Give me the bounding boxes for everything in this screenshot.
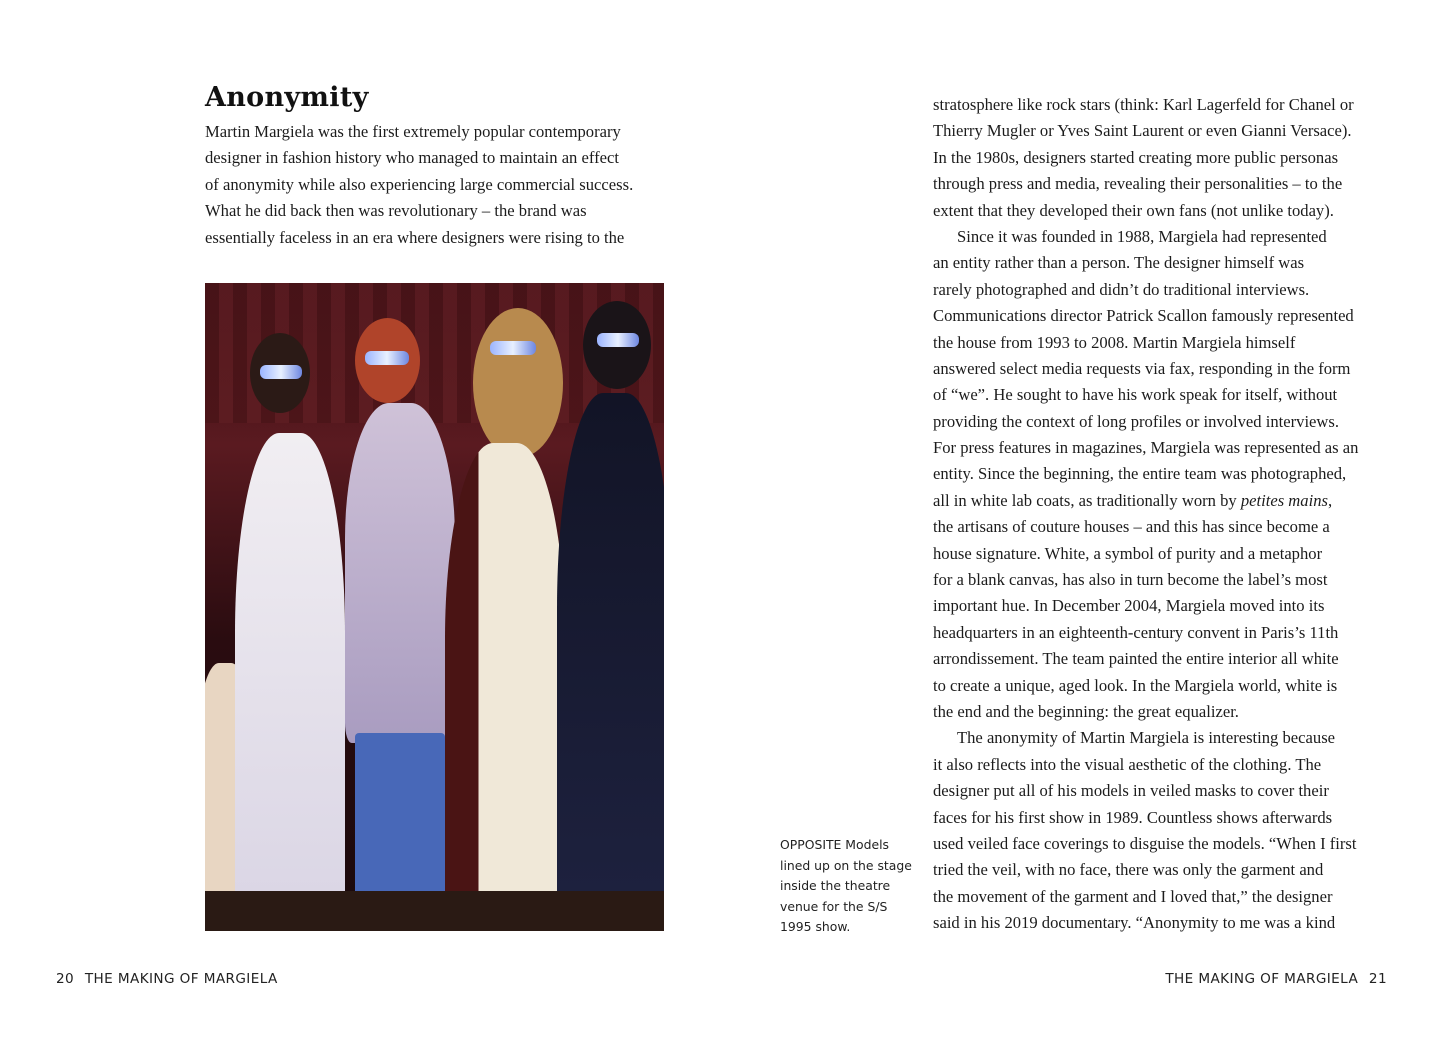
text-line: designer in fashion history who managed to maintain an effect bbox=[205, 148, 619, 168]
running-title: THE MAKING OF MARGIELA bbox=[84, 971, 278, 987]
text-line: it also reflects into the visual aesthetic of the clothing. The bbox=[933, 754, 1322, 774]
caption-line: inside the theatre bbox=[780, 878, 891, 893]
text-line: rarely photographed and didn’t do traditional interviews. bbox=[933, 279, 1310, 299]
model-figure bbox=[345, 403, 455, 743]
model-head bbox=[473, 308, 563, 458]
text-line: the artisans of couture houses – and this has since become a bbox=[933, 517, 1330, 537]
text-line: providing the context of long profiles or involved interviews. bbox=[933, 411, 1340, 431]
veil-mask bbox=[597, 333, 639, 347]
left-body-text bbox=[205, 119, 675, 251]
caption-line: venue for the S/S bbox=[780, 898, 888, 914]
text-line: said in his 2019 documentary. “Anonymity to me was a kind bbox=[933, 913, 1336, 933]
page-number: 20 bbox=[56, 971, 75, 987]
model-figure bbox=[235, 433, 345, 931]
text-line: The anonymity of Martin Margiela is interesting because bbox=[957, 728, 1336, 748]
text-line: all in white lab coats, as traditionally worn by petites mains, bbox=[933, 490, 1333, 510]
text-line: of “we”. He sought to have his work speak for itself, without bbox=[933, 385, 1338, 405]
caption-line: OPPOSITE Models bbox=[780, 837, 889, 852]
text-line: extent that they developed their own fans (not unlike today). bbox=[933, 200, 1334, 220]
text-line: entity. Since the beginning, the entire team was photographed, bbox=[933, 464, 1347, 484]
text-line: In the 1980s, designers started creating more public personas bbox=[933, 147, 1339, 167]
text-line: Thierry Mugler or Yves Saint Laurent or even Gianni Versace). bbox=[933, 121, 1352, 141]
text-line: the house from 1993 to 2008. Martin Margiela himself bbox=[933, 332, 1296, 352]
text-line: stratosphere like rock stars (think: Karl Lagerfeld for Chanel or bbox=[933, 95, 1354, 114]
right-page bbox=[722, 0, 1444, 1040]
italic-term: petites mains bbox=[1240, 490, 1328, 510]
text-line: the movement of the garment and I loved that,” the designer bbox=[933, 886, 1333, 906]
text-line: Communications director Patrick Scallon famously represented bbox=[933, 306, 1354, 326]
text-line: an entity rather than a person. The designer himself was bbox=[933, 253, 1305, 273]
folio-right bbox=[1162, 971, 1390, 987]
veil-mask bbox=[260, 365, 302, 379]
text-line: the end and the beginning: the great equalizer. bbox=[933, 701, 1239, 721]
model-figure bbox=[445, 443, 565, 931]
text-line: designer put all of his models in veiled masks to cover their bbox=[933, 781, 1329, 801]
model-figure bbox=[557, 393, 664, 931]
text-line: tried the veil, with no face, there was only the garment and bbox=[933, 860, 1324, 880]
text-line: Martin Margiela was the first extremely popular contemporary bbox=[205, 122, 621, 141]
section-heading: Anonymity bbox=[205, 82, 369, 113]
text-line: headquarters in an eighteenth-century convent in Paris’s 11th bbox=[933, 622, 1339, 642]
text-line: faces for his first show in 1989. Countless shows afterwards bbox=[933, 807, 1333, 827]
text-line: house signature. White, a symbol of purity and a metaphor bbox=[933, 543, 1323, 563]
stage-floor bbox=[205, 891, 664, 931]
caption-line: lined up on the stage bbox=[780, 857, 912, 873]
text-line: What he did back then was revolutionary – the brand was bbox=[205, 201, 587, 221]
text-line: arrondissement. The team painted the entire interior all white bbox=[933, 649, 1339, 669]
text-line: of anonymity while also experiencing large commercial success. bbox=[205, 174, 634, 194]
runway-photo bbox=[205, 283, 664, 931]
veil-mask bbox=[365, 351, 409, 365]
text-line: for a blank canvas, has also in turn become the label’s most bbox=[933, 570, 1328, 590]
text-line: essentially faceless in an era where designers were rising to the bbox=[205, 227, 625, 247]
veil-mask bbox=[490, 341, 536, 355]
text-line: used veiled face coverings to disguise the models. “When I first bbox=[933, 833, 1357, 853]
right-body-text bbox=[933, 92, 1403, 937]
text-line: Since it was founded in 1988, Margiela had represented bbox=[957, 226, 1327, 246]
text-line: through press and media, revealing their personalities – to the bbox=[933, 174, 1343, 194]
text-line: answered select media requests via fax, responding in the form bbox=[933, 358, 1351, 378]
text-line: to create a unique, aged look. In the Margiela world, white is bbox=[933, 675, 1338, 695]
folio-left bbox=[53, 971, 281, 987]
text-line: For press features in magazines, Margiela was represented as an bbox=[933, 438, 1359, 458]
running-title: THE MAKING OF MARGIELA bbox=[1165, 971, 1359, 987]
caption-line: 1995 show. bbox=[780, 919, 851, 934]
page-number: 21 bbox=[1368, 971, 1387, 987]
text-line: important hue. In December 2004, Margiela moved into its bbox=[933, 596, 1325, 616]
